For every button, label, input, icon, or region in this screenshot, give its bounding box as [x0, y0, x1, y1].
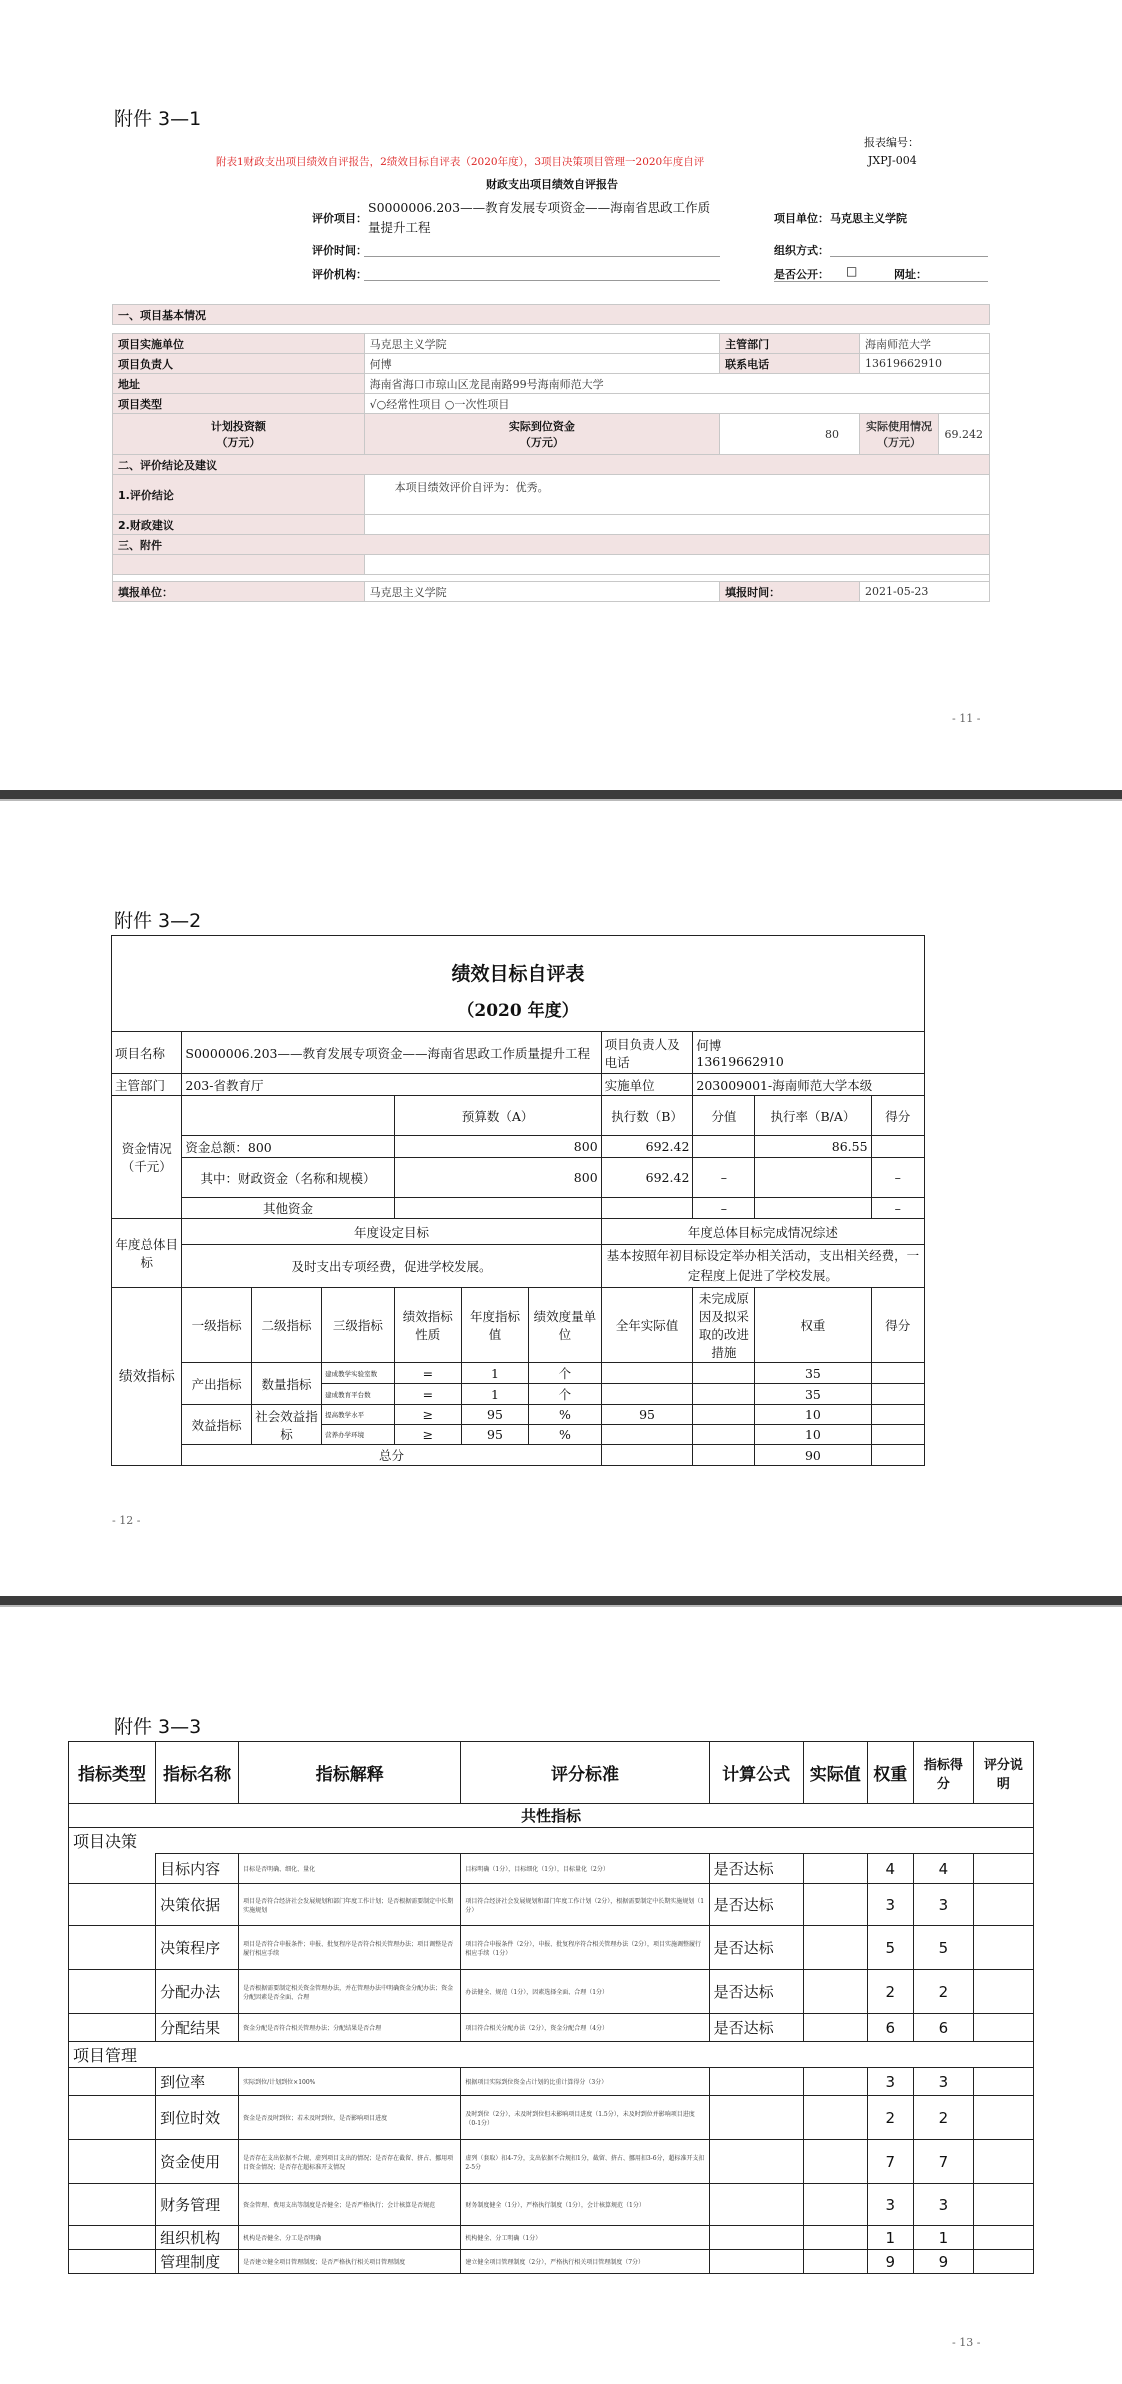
fill-unit-value: 马克思主义学院: [364, 582, 720, 602]
h-score: 得分: [871, 1288, 924, 1363]
self-evaluation-report-table: [112, 304, 990, 602]
fiscal-get-dash: –: [871, 1158, 924, 1198]
col-formula: 计算公式: [709, 1742, 803, 1804]
weight-row3: 10: [755, 1425, 871, 1445]
type-label: 项目类型: [113, 394, 365, 414]
impl-unit-label: 项目实施单位: [113, 334, 365, 354]
actual-row3: [601, 1425, 693, 1445]
usage-unit: （万元）: [877, 436, 921, 449]
suggest-label: 2.财政建议: [113, 515, 365, 535]
goal-table-year: （2020 年度）: [112, 987, 925, 1032]
annual-done-label: 年度总体目标完成情况综述: [601, 1219, 924, 1245]
leader-value: 何博: [364, 354, 720, 374]
page-number-13: - 13 -: [952, 2336, 981, 2349]
unit-value: 马克思主义学院: [830, 212, 907, 225]
page-separator-1: [0, 790, 1122, 801]
mgmt-weight-0: 3: [867, 2068, 913, 2096]
impl-value-2: 203009001-海南师范大学本级: [693, 1074, 925, 1096]
conclusion-value: 本项目绩效评价自评为：优秀。: [364, 475, 989, 515]
fiscal-exec: 692.42: [601, 1158, 693, 1198]
conclusion-label: 1.评价结论: [113, 475, 365, 515]
dept-label-2: 主管部门: [112, 1074, 182, 1096]
mgmt-score-3: 3: [913, 2184, 973, 2226]
target-row2: 95: [461, 1405, 528, 1425]
attachment-label-3-3: 附件 3—3: [114, 1716, 202, 1738]
get-header: 得分: [871, 1096, 924, 1136]
dec-weight-2: 5: [867, 1926, 913, 1970]
l3-row3: 营养办学环境: [322, 1425, 395, 1445]
attachment-label-3-2: 附件 3—2: [114, 910, 202, 932]
red-note: 附表1财政支出项目绩效自评报告，2绩效目标自评表（2020年度），3项目决策项目管理一2020年度自评: [216, 156, 705, 168]
l3-row0: 建成教学实验室数: [322, 1363, 395, 1384]
h-nature: 绩效指标性质: [394, 1288, 461, 1363]
actual-funds-cell: [364, 414, 720, 455]
perf-indicator-label: 绩效指标: [112, 1288, 182, 1466]
col-weight: 权重: [867, 1742, 913, 1804]
col-standard: 评分标准: [461, 1742, 709, 1804]
mgmt-name-2: 资金使用: [156, 2140, 239, 2184]
report-code: JXPJ-004: [868, 154, 917, 167]
fiscal-label: 其中：财政资金（名称和规模）: [182, 1158, 394, 1198]
unit-row2: %: [529, 1405, 602, 1425]
dec-score-1: 3: [913, 1884, 973, 1926]
section-attachments: 三、附件: [113, 535, 990, 555]
nature-row1: =: [394, 1384, 461, 1405]
budget-header: 预算数（A）: [394, 1096, 601, 1136]
actual-row0: [601, 1363, 693, 1384]
annual-goal-label: 年度总体目标: [112, 1219, 182, 1288]
dec-name-3: 分配办法: [156, 1970, 239, 2014]
impl-label-2: 实施单位: [601, 1074, 693, 1096]
common-indicator-table: [68, 1741, 1034, 2274]
proj-name-label: 项目名称: [112, 1032, 182, 1074]
dec-formula-3: 是否达标: [709, 1970, 803, 2014]
mgmt-score-1: 2: [913, 2096, 973, 2140]
col-explain: 指标解释: [239, 1742, 461, 1804]
agency-label: 评价机构：: [312, 268, 367, 281]
l3-row1: 建成教育平台数: [322, 1384, 395, 1405]
report-subtitle: 财政支出项目绩效自评报告: [486, 178, 618, 191]
section-conclusion: 二、评价结论及建议: [113, 455, 990, 475]
cat-decision: 项目决策: [69, 1828, 1034, 1854]
dec-name-2: 决策程序: [156, 1926, 239, 1970]
phone-label: 联系电话: [720, 354, 860, 374]
target-row1: 1: [461, 1384, 528, 1405]
mgmt-std-2: 虚列（套取）扣4-7分，支出依据不合规扣1分，截留、挤占、挪用扣3-6分，超标准开支扣2-5分: [461, 2140, 709, 2184]
dept-value: 海南师范大学: [860, 334, 990, 354]
mgmt-expl-3: 资金管理、费用支出等制度是否健全；是否严格执行；会计核算是否规范: [239, 2184, 461, 2226]
usage-cell: [860, 414, 990, 455]
section-basic-info: 一、项目基本情况: [113, 305, 990, 325]
mgmt-weight-5: 9: [867, 2250, 913, 2274]
weight-row1: 35: [755, 1384, 871, 1405]
org-label: 组织方式：: [774, 244, 829, 257]
dec-weight-1: 3: [867, 1884, 913, 1926]
h-actual: 全年实际值: [601, 1288, 693, 1363]
unit-label: 项目单位：: [774, 212, 829, 225]
funds-label: 资金情况（千元）: [112, 1096, 182, 1219]
l1-output: 产出指标: [182, 1363, 251, 1405]
mgmt-expl-2: 是否存在支出依据不合规、虚列项目支出的情况；是否存在截留、挤占、挪用项目资金情况；是否存在超标准开支情况: [239, 2140, 461, 2184]
unit-row3: %: [529, 1425, 602, 1445]
addr-value: 海南省海口市琼山区龙昆南路99号海南师范大学: [364, 374, 989, 394]
url-label: 网址：: [894, 268, 927, 281]
dec-weight-4: 6: [867, 2014, 913, 2042]
dec-expl-0: 目标是否明确、细化、量化: [239, 1854, 461, 1884]
leader-name: 何博: [696, 1038, 722, 1053]
dec-std-4: 项目符合相关分配办法（2分），资金分配合理（4分）: [461, 2014, 709, 2042]
h-level2: 二级指标: [251, 1288, 321, 1363]
l3-row2: 提高教学水平: [322, 1405, 395, 1425]
fill-unit-label: 填报单位：: [113, 582, 365, 602]
performance-goal-table: [111, 935, 925, 1466]
col-name: 指标名称: [156, 1742, 239, 1804]
dec-score-3: 2: [913, 1970, 973, 2014]
mgmt-expl-5: 是否建立健全项目管理制度；是否严格执行相关项目管理制度: [239, 2250, 461, 2274]
l2-quantity: 数量指标: [251, 1363, 321, 1405]
total-score-label: 总分: [182, 1445, 601, 1466]
proj-name-value: S0000006.203——教育发展专项资金——海南省思政工作质量提升工程: [182, 1032, 601, 1074]
mgmt-score-5: 9: [913, 2250, 973, 2274]
exec-header: 执行数（B）: [601, 1096, 693, 1136]
cat-management: 项目管理: [69, 2042, 1034, 2068]
project-value: S0000006.203——教育发展专项资金——海南省思政工作质量提升工程: [368, 200, 711, 235]
fiscal-score-dash: –: [693, 1158, 755, 1198]
fill-date-value: 2021-05-23: [860, 582, 990, 602]
usage-value: 69.242: [944, 427, 983, 441]
dec-expl-1: 项目是否符合经济社会发展规划和部门年度工作计划；是否根据需要制定中长期实施规划: [239, 1884, 461, 1926]
mgmt-score-2: 7: [913, 2140, 973, 2184]
dec-std-1: 项目符合经济社会发展规划和部门年度工作计划（2分），根据需要制定中长期实施规划（1分）: [461, 1884, 709, 1926]
mgmt-expl-4: 机构是否健全、分工是否明确: [239, 2226, 461, 2250]
total-exec: 692.42: [601, 1136, 693, 1158]
public-checkbox[interactable]: □: [846, 264, 858, 278]
mgmt-weight-4: 1: [867, 2226, 913, 2250]
h-weight: 权重: [755, 1288, 871, 1363]
dec-weight-0: 4: [867, 1854, 913, 1884]
phone-value: 13619662910: [860, 354, 990, 374]
usage-label: 实际使用情况: [866, 420, 932, 433]
actual-row2: 95: [601, 1405, 693, 1425]
dec-score-0: 4: [913, 1854, 973, 1884]
dept-label: 主管部门: [720, 334, 860, 354]
type-value: √○经常性项目 ○一次性项目: [364, 394, 989, 414]
mgmt-name-4: 组织机构: [156, 2226, 239, 2250]
project-label: 评价项目：: [312, 212, 367, 225]
actual-funds-unit: （万元）: [519, 436, 564, 449]
total-weight: 90: [755, 1445, 871, 1466]
page-number-11: - 11 -: [952, 712, 981, 725]
mgmt-name-3: 财务管理: [156, 2184, 239, 2226]
report-no-label: 报表编号：: [864, 136, 919, 149]
mgmt-weight-1: 2: [867, 2096, 913, 2140]
dec-expl-2: 项目是否符合申报条件；申报、批复程序是否符合相关管理办法；项目调整是否履行相应手续: [239, 1926, 461, 1970]
annual-done-value: 基本按照年初目标设定举办相关活动，支出相关经费，一定程度上促进了学校发展。: [601, 1245, 924, 1288]
plan-cell: [113, 414, 365, 455]
col-note: 评分说明: [973, 1742, 1033, 1804]
dec-score-2: 5: [913, 1926, 973, 1970]
mgmt-weight-2: 7: [867, 2140, 913, 2184]
actual-funds-value: 80: [720, 414, 860, 455]
goal-table-title: 绩效目标自评表: [112, 936, 925, 987]
actual-funds-label: 实际到位资金: [508, 420, 575, 433]
dec-std-3: 办法健全、规范（1分），因素选择全面、合理（1分）: [461, 1970, 709, 2014]
col-type: 指标类型: [69, 1742, 156, 1804]
org-line: [830, 256, 988, 257]
dec-std-0: 目标明确（1分），目标细化（1分），目标量化（2分）: [461, 1854, 709, 1884]
dec-expl-4: 资金分配是否符合相关管理办法；分配结果是否合理: [239, 2014, 461, 2042]
l1-benefit: 效益指标: [182, 1405, 251, 1445]
dec-formula-0: 是否达标: [709, 1854, 803, 1884]
mgmt-std-3: 财务制度健全（1分），严格执行制度（1分），会计核算规范（1分）: [461, 2184, 709, 2226]
leader-phone: 13619662910: [696, 1054, 784, 1069]
dept-value-2: 203-省教育厅: [182, 1074, 601, 1096]
plan-label: 计划投资额: [210, 420, 266, 433]
attachment-label-3-1: 附件 3—1: [114, 108, 202, 130]
h-level3: 三级指标: [322, 1288, 395, 1363]
url-line: [774, 281, 988, 282]
addr-label: 地址: [113, 374, 365, 394]
h-reason: 未完成原因及拟采取的改进措施: [693, 1288, 755, 1363]
common-indicator-heading: 共性指标: [69, 1804, 1034, 1828]
actual-row1: [601, 1384, 693, 1405]
dec-name-1: 决策依据: [156, 1884, 239, 1926]
leader-label: 项目负责人: [113, 354, 365, 374]
dec-score-4: 6: [913, 2014, 973, 2042]
annual-set-value: 及时支出专项经费，促进学校发展。: [182, 1245, 601, 1288]
mgmt-weight-3: 3: [867, 2184, 913, 2226]
dec-expl-3: 是否根据需要制定相关资金管理办法，并在管理办法中明确资金分配办法；资金分配因素是否全面、合理: [239, 1970, 461, 2014]
mgmt-std-5: 建立健全项目管理制度（2分），严格执行相关项目管理制度（7分）: [461, 2250, 709, 2274]
mgmt-name-1: 到位时效: [156, 2096, 239, 2140]
target-row0: 1: [461, 1363, 528, 1384]
plan-unit: （万元）: [216, 436, 261, 449]
dec-formula-1: 是否达标: [709, 1884, 803, 1926]
fill-date-label: 填报时间：: [720, 582, 860, 602]
mgmt-name-5: 管理制度: [156, 2250, 239, 2274]
dec-std-2: 项目符合申报条件（2分），申报、批复程序符合相关管理办法（2分），项目实施调整履行相应手续（1分）: [461, 1926, 709, 1970]
mgmt-std-1: 及时到位（2分），未及时到位但未影响项目进度（1.5分），未及时到位并影响项目进度（0-1分）: [461, 2096, 709, 2140]
total-budget: 800: [394, 1136, 601, 1158]
col-score: 指标得分: [913, 1742, 973, 1804]
agency-line: [364, 280, 720, 281]
nature-row2: ≥: [394, 1405, 461, 1425]
mgmt-expl-1: 资金是否及时到位；若未及时到位，是否影响项目进度: [239, 2096, 461, 2140]
h-level1: 一级指标: [182, 1288, 251, 1363]
public-label: 是否公开：: [774, 268, 829, 281]
dec-name-0: 目标内容: [156, 1854, 239, 1884]
h-target: 年度指标值: [461, 1288, 528, 1363]
mgmt-expl-0: 实际到位/计划到位×100%: [239, 2068, 461, 2096]
weight-row2: 10: [755, 1405, 871, 1425]
mgmt-name-0: 到位率: [156, 2068, 239, 2096]
dec-weight-3: 2: [867, 1970, 913, 2014]
mgmt-std-4: 机构健全、分工明确（1分）: [461, 2226, 709, 2250]
unit-row1: 个: [529, 1384, 602, 1405]
mgmt-score-4: 1: [913, 2226, 973, 2250]
page-number-12: - 12 -: [112, 1514, 141, 1527]
dec-name-4: 分配结果: [156, 2014, 239, 2042]
unit-row0: 个: [529, 1363, 602, 1384]
other-funds-label: 其他资金: [182, 1198, 394, 1219]
fiscal-budget: 800: [394, 1158, 601, 1198]
page-separator-2: [0, 1596, 1122, 1607]
nature-row3: ≥: [394, 1425, 461, 1445]
impl-unit-value: 马克思主义学院: [364, 334, 720, 354]
leader-cell: [693, 1032, 925, 1074]
other-get-dash: –: [871, 1198, 924, 1219]
annual-set-label: 年度设定目标: [182, 1219, 601, 1245]
rate-header: 执行率（B/A）: [755, 1096, 871, 1136]
h-unit: 绩效度量单位: [529, 1288, 602, 1363]
nature-row0: =: [394, 1363, 461, 1384]
l2-social: 社会效益指标: [251, 1405, 321, 1445]
time-label: 评价时间：: [312, 244, 367, 257]
other-score-dash: –: [693, 1198, 755, 1219]
weight-row0: 35: [755, 1363, 871, 1384]
col-actual: 实际值: [803, 1742, 867, 1804]
time-line: [364, 256, 720, 257]
leader-phone-label: 项目负责人及电话: [601, 1032, 693, 1074]
target-row3: 95: [461, 1425, 528, 1445]
total-funds-label: 资金总额：800: [182, 1136, 394, 1158]
total-rate: 86.55: [755, 1136, 871, 1158]
mgmt-std-0: 根据项目实际到位资金占计划的比重计算得分（3分）: [461, 2068, 709, 2096]
score-header: 分值: [693, 1096, 755, 1136]
mgmt-score-0: 3: [913, 2068, 973, 2096]
dec-formula-2: 是否达标: [709, 1926, 803, 1970]
dec-formula-4: 是否达标: [709, 2014, 803, 2042]
